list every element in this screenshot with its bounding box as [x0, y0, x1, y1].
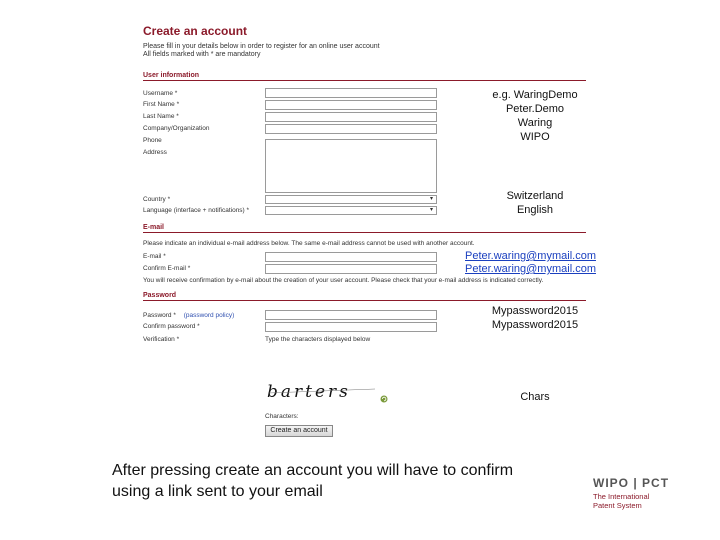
company-label: Company/Organization — [143, 125, 210, 132]
company-input[interactable] — [265, 124, 437, 134]
address-label: Address — [143, 149, 167, 156]
email-confirmation-note: You will receive confirmation by e-mail about the creation of your user account. Please check that your e-mail address is indicated correctly. — [143, 277, 544, 284]
email-intro: Please indicate an individual e-mail address below. The same e-mail address cannot be used with another account. — [143, 240, 475, 247]
annotation-email: Peter.waring@mymail.com — [465, 250, 596, 262]
section-user-information: User information — [143, 72, 586, 81]
wipo-pct-logo — [593, 476, 669, 510]
annotation-first-name: Peter.Demo — [505, 103, 565, 115]
password-label-text: Password * — [143, 312, 176, 319]
first-name-input[interactable] — [265, 100, 437, 110]
captcha-instruction: Type the characters displayed below — [265, 336, 371, 343]
section-email: E-mail — [143, 224, 586, 233]
phone-label: Phone — [143, 137, 162, 144]
username-input[interactable] — [265, 88, 437, 98]
annotation-last-name: Waring — [517, 117, 553, 129]
confirm-email-input[interactable] — [265, 264, 437, 274]
first-name-label: First Name * — [143, 101, 180, 108]
chevron-down-icon: ▾ — [429, 196, 433, 202]
confirm-password-input[interactable] — [265, 322, 437, 332]
verification-label: Verification * — [143, 336, 180, 343]
logo-line-1: The International — [593, 492, 650, 501]
password-policy-link[interactable]: (password policy) — [183, 312, 235, 319]
logo-brand: WIPO | PCT — [593, 476, 670, 490]
last-name-input[interactable] — [265, 112, 437, 122]
password-input[interactable] — [265, 310, 437, 320]
confirm-password-label: Confirm password * — [143, 323, 200, 330]
annotation-language: English — [516, 204, 554, 216]
slide-caption — [112, 460, 513, 502]
annotation-confirm-password: Mypassword2015 — [491, 319, 579, 331]
logo-line-2: Patent System — [593, 501, 642, 510]
refresh-icon[interactable] — [380, 395, 388, 403]
annotation-country: Switzerland — [506, 190, 564, 202]
username-label: Username * — [143, 90, 178, 97]
annotation-username: e.g. WaringDemo — [492, 89, 578, 101]
country-select[interactable] — [265, 195, 437, 204]
language-select[interactable] — [265, 206, 437, 215]
annotation-characters: Chars — [520, 391, 550, 403]
mandatory-note: All fields marked with * are mandatory — [143, 51, 261, 58]
section-password: Password — [143, 292, 586, 301]
chevron-down-icon: ▾ — [429, 207, 433, 213]
captcha-text: barters — [267, 382, 351, 402]
intro-text: Please fill in your details below in order to register for an online user account — [143, 43, 380, 50]
caption-line-1: After pressing create an account you will have to confirm — [112, 462, 514, 479]
confirm-email-label: Confirm E-mail * — [143, 265, 191, 272]
country-label: Country * — [143, 196, 171, 203]
annotation-company: WIPO — [520, 131, 550, 143]
annotation-confirm-email: Peter.waring@mymail.com — [465, 263, 596, 275]
phone-address-textarea[interactable] — [265, 139, 437, 193]
email-label: E-mail * — [143, 253, 166, 260]
page-title: Create an account — [143, 24, 248, 38]
characters-label: Characters: — [265, 413, 299, 420]
annotation-password: Mypassword2015 — [491, 305, 579, 317]
captcha-image — [265, 380, 380, 402]
create-account-button[interactable]: Create an account — [265, 425, 333, 437]
caption-line-2: using a link sent to your email — [112, 483, 323, 500]
last-name-label: Last Name * — [143, 113, 179, 120]
password-label — [143, 312, 234, 319]
email-input[interactable] — [265, 252, 437, 262]
language-label: Language (interface + notifications) * — [143, 207, 250, 214]
